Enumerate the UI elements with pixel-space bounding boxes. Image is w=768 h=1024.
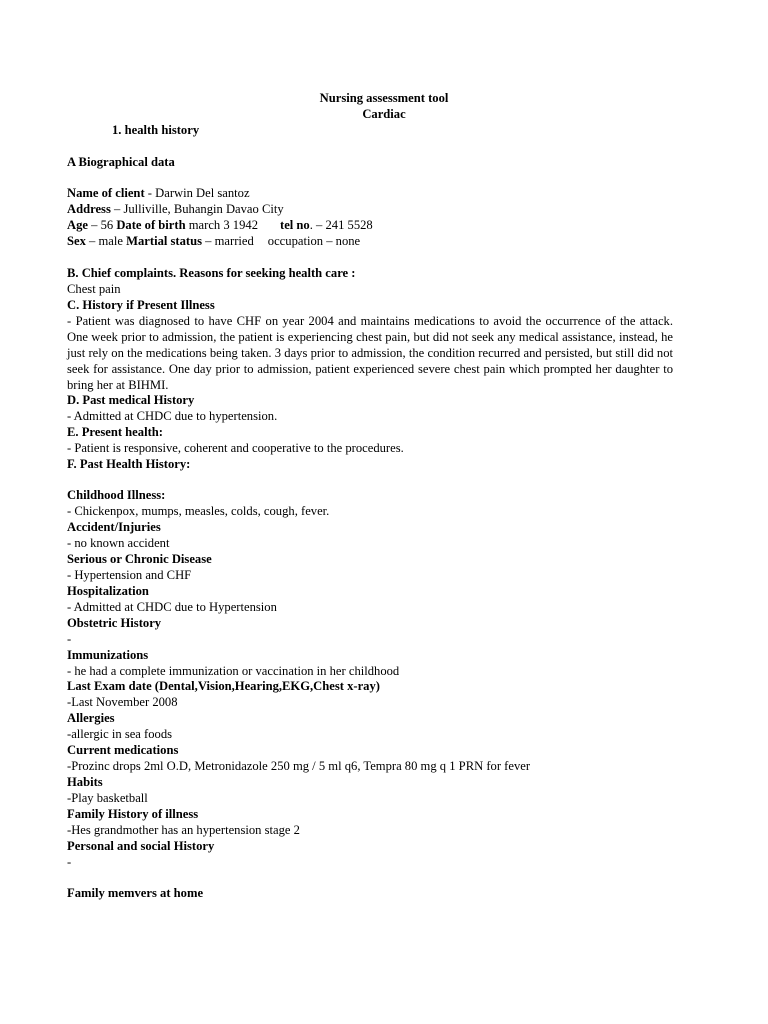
- item-value: - Admitted at CHDC due to Hypertension: [67, 600, 277, 614]
- age-label: Age: [67, 218, 88, 232]
- age-value: – 56: [87, 218, 114, 232]
- name-label: Name of client: [67, 186, 145, 200]
- address-row: [67, 201, 284, 217]
- phh-heading: F. Past Health History:: [67, 457, 191, 471]
- item-value: - no known accident: [67, 536, 170, 550]
- document-subtitle: Cardiac: [362, 107, 406, 121]
- item-value: - he had a complete immunization or vaccination in her childhood: [67, 664, 400, 678]
- item-label: Childhood Illness:: [67, 488, 166, 502]
- item-label: Serious or Chronic Disease: [67, 552, 212, 566]
- item-value: - Hypertension and CHF: [67, 568, 192, 582]
- item-label: Accident/Injuries: [67, 520, 161, 534]
- sex-row: [67, 233, 360, 249]
- dob-value: march 3 1942: [188, 218, 258, 232]
- marital-label: Martial status: [126, 234, 203, 248]
- item-value: -Last November 2008: [67, 695, 178, 709]
- item-label: Last Exam date (Dental,Vision,Hearing,EKG,Chest x-ray): [67, 679, 380, 693]
- item-label: Habits: [67, 775, 103, 789]
- item-label: Current medications: [67, 743, 179, 757]
- item-label: Allergies: [67, 711, 115, 725]
- hpi-value: - Patient was diagnosed to have CHF on year 2004 and maintains medications to avoid the occurrence of the attack. One week prior to admission, the patient is experiencing chest pain, but did not seek any medical assistance, instead, he just rely on the medications being taken. 3 days prior to admission, the condition recurred and persisted, but still did not seek for assistance. One day prior to admission, patient experienced severe chest pain which prompted her daughter to bring her at BIHMI.: [67, 314, 673, 392]
- item-value: -: [67, 632, 72, 646]
- document-title: Nursing assessment tool: [319, 91, 449, 105]
- item-value: -allergic in sea foods: [67, 727, 173, 741]
- occupation-value: occupation – none: [267, 234, 361, 248]
- tel-value: . – 241 5528: [309, 218, 373, 232]
- name-value: - Darwin Del santoz: [147, 186, 250, 200]
- chief-value: Chest pain: [67, 282, 121, 296]
- hpi-heading: C. History if Present Illness: [67, 298, 215, 312]
- item-value: -: [67, 855, 72, 869]
- present-heading: E. Present health:: [67, 425, 163, 439]
- age-row: [67, 217, 373, 233]
- item-label: Personal and social History: [67, 839, 215, 853]
- item-value: -Prozinc drops 2ml O.D, Metronidazole 250 mg / 5 ml q6, Tempra 80 mg q 1 PRN for fever: [67, 759, 531, 773]
- family-heading: Family memvers at home: [67, 886, 204, 900]
- sex-label: Sex: [67, 234, 86, 248]
- client-name-row: [67, 185, 250, 201]
- address-label: Address: [67, 202, 111, 216]
- present-value: - Patient is responsive, coherent and cooperative to the procedures.: [67, 441, 404, 455]
- item-label: Family History of illness: [67, 807, 199, 821]
- item-value: - Chickenpox, mumps, measles, colds, cough, fever.: [67, 504, 330, 518]
- bio-heading: A Biographical data: [67, 155, 175, 169]
- item-label: Obstetric History: [67, 616, 162, 630]
- chief-heading: B. Chief complaints. Reasons for seeking health care :: [67, 266, 356, 280]
- item-label: Hospitalization: [67, 584, 149, 598]
- item-value: -Play basketball: [67, 791, 148, 805]
- dob-label: Date of birth: [116, 218, 186, 232]
- marital-value: – married: [202, 234, 254, 248]
- address-value: – Julliville, Buhangin Davao City: [110, 202, 284, 216]
- item-value: -Hes grandmother has an hypertension stage 2: [67, 823, 300, 837]
- item-label: Immunizations: [67, 648, 149, 662]
- sex-value: – male: [85, 234, 123, 248]
- tel-label: tel no: [280, 218, 310, 232]
- pmh-heading: D. Past medical History: [67, 393, 195, 407]
- pmh-value: - Admitted at CHDC due to hypertension.: [67, 409, 278, 423]
- section-heading: 1. health history: [112, 123, 200, 137]
